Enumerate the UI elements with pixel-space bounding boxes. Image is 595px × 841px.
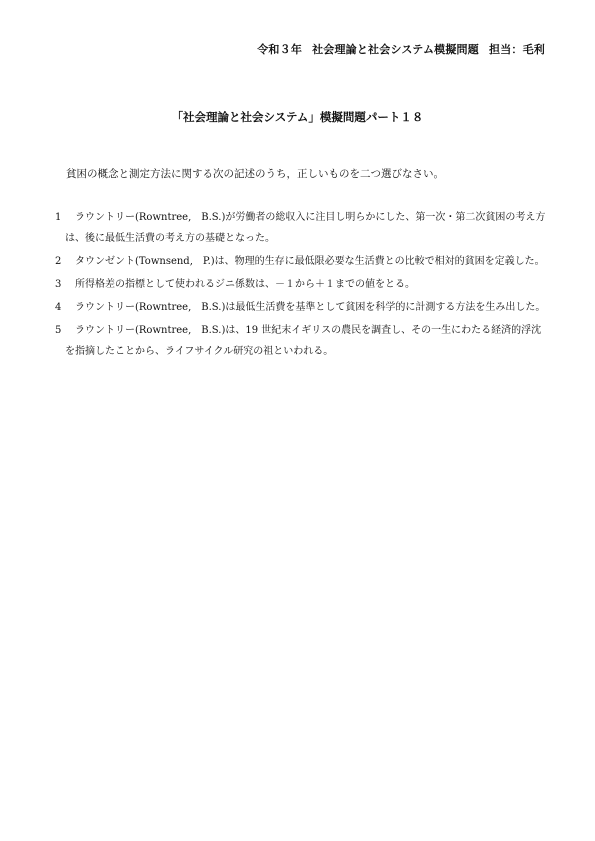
choice-number: 1 bbox=[55, 212, 62, 223]
question-text: 貧困の概念と測定方法に関する次の記述のうち，正しいものを二つ選びなさい。 bbox=[66, 168, 444, 180]
choice-item-5 bbox=[55, 320, 550, 362]
choice-text: ラウントリー(Rowntree, B.S.)は最低生活費を基準として貧困を科学的に計測する方法を生み出した。 bbox=[75, 302, 546, 313]
header-year: 令和３年 bbox=[257, 43, 303, 56]
choice-item-4 bbox=[55, 297, 550, 318]
choice-item-3 bbox=[55, 274, 550, 295]
choice-number: 3 bbox=[55, 279, 62, 290]
header-subject: 社会理論と社会システム模擬問題 bbox=[312, 43, 479, 56]
document-title: 「社会理論と社会システム」模擬問題パート１８ bbox=[171, 110, 424, 124]
choice-text: タウンゼント(Townsend, P.)は、物理的生存に最低限必要な生活費との比較で相対的貧困を定義した。 bbox=[75, 256, 545, 267]
choice-number: 2 bbox=[55, 256, 62, 267]
choice-text: ラウントリー(Rowntree, B.S.)が労働者の総収入に注目し明らかにした、第一次・第二次貧困の考え方は、後に最低生活費の考え方の基礎となった。 bbox=[65, 212, 546, 244]
page-header bbox=[257, 41, 545, 57]
choice-item-1 bbox=[55, 207, 550, 249]
choice-text: ラウントリー(Rowntree, B.S.)は、19 世紀末イギリスの農民を調査し、その一生にわたる経済的浮沈を指摘したことから、ライフサイクル研究の祖といわれる。 bbox=[65, 325, 542, 357]
choice-list bbox=[55, 207, 550, 364]
choice-number: 5 bbox=[55, 325, 62, 336]
choice-text: 所得格差の指標として使われるジニ係数は、－１から＋１までの値をとる。 bbox=[75, 279, 415, 290]
choice-item-2 bbox=[55, 251, 550, 272]
choice-number: 4 bbox=[55, 302, 62, 313]
header-teacher: 担当：毛利 bbox=[489, 43, 545, 56]
